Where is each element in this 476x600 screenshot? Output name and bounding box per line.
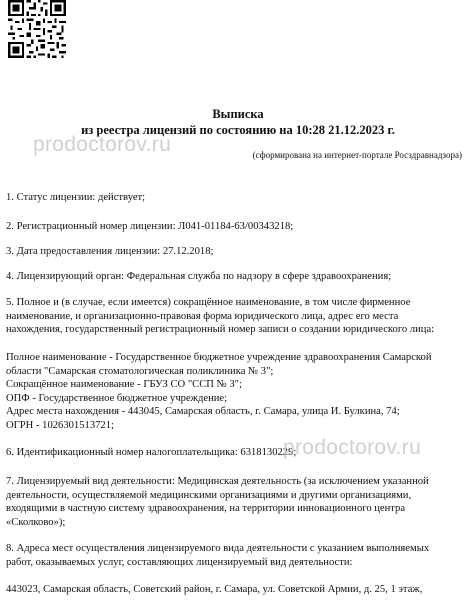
item-issue-date: 3. Дата предоставления лицензии: 27.12.2018;: [6, 246, 214, 257]
qr-code: [8, 0, 66, 58]
item-addresses-header: [6, 542, 472, 569]
org-short-name: Сокращённое наименование - ГБУЗ СО "ССП № 3";: [6, 379, 242, 390]
org-ogrn: ОГРН - 1026301513721;: [6, 419, 114, 431]
name-section-line: наименование, и организационно-правовая форма юридического лица, адрес его места: [6, 310, 399, 322]
activity-line: «Сколково»);: [6, 516, 66, 528]
addresses-header-line: работ, оказываемых услуг, составляющих лицензируемый вид деятельности:: [6, 556, 353, 568]
watermark-middle: prodoctorov.ru: [283, 436, 422, 459]
item-activity: [6, 475, 472, 529]
formed-note: (сформирована на интернет-портале Росздравнадзора): [252, 150, 462, 160]
org-details: [6, 351, 472, 432]
addresses-header-line: 8. Адреса мест осуществления лицензируемого вида деятельности с указанием выполняемых: [6, 543, 430, 554]
item-reg-number: 2. Регистрационный номер лицензии: Л041-01184-63/00343218;: [6, 221, 294, 232]
org-address: Адрес места нахождения - 443045, Самарская область, г. Самара, улица И. Булкина, 74;: [6, 406, 400, 417]
item-status: 1. Статус лицензии: действует;: [6, 192, 146, 203]
activity-line: деятельности, осуществляемой медицинскими организациями и другими организациями,: [6, 489, 412, 501]
document-title: Выписка: [212, 107, 264, 121]
org-opf: ОПФ - Государственное бюджетное учреждение;: [6, 392, 228, 404]
item-name-section: [6, 296, 472, 337]
address-entry: 443023, Самарская область, Советский район, г. Самара, ул. Советской Армии, д. 25, 1 этаж,: [6, 584, 423, 595]
qr-code-icon: [8, 0, 66, 58]
activity-line: входящими в частную систему здравоохранения, на территории инновационного центра: [6, 503, 406, 514]
org-full-name: Полное наименование - Государственное бюджетное учреждение здравоохранения Самарской: [6, 352, 432, 363]
name-section-line: нахождения, государственный регистрационный номер записи о создании юридического лица:: [6, 324, 435, 335]
watermark-top: prodoctorov.ru: [33, 133, 172, 156]
org-full-name-cont: области "Самарская стоматологическая поликлиника № 3";: [6, 365, 274, 377]
item-inn: 6. Идентификационный номер налогоплательщика: 6318130229;: [6, 447, 297, 458]
document-subtitle: из реестра лицензий по состоянию на 10:28 21.12.2023 г.: [81, 123, 395, 137]
activity-line: 7. Лицензируемый вид деятельности: Медицинская деятельность (за исключением указанной: [6, 476, 429, 487]
name-section-line: 5. Полное и (в случае, если имеется) сокращённое наименование, в том числе фирменное: [6, 297, 411, 308]
item-authority: 4. Лицензирующий орган: Федеральная служба по надзору в сфере здравоохранения;: [6, 271, 392, 282]
